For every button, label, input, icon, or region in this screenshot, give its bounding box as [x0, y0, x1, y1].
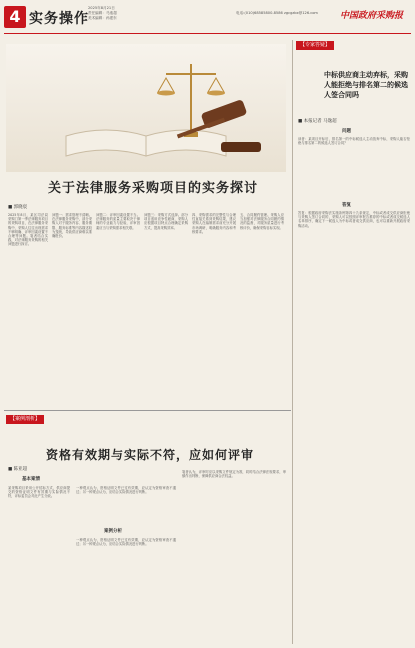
- main-col-2: 问题一：需求管理不清晰。在法律服务采购中，部分采购人对于服务内容、服务期限、服务标准等内容描述较为笼统，导致供应商难以准确报价。: [52, 213, 92, 239]
- main-col-6: 五、合同履约管理。采购人应当加强对法律服务合同履约情况的监督，对服务质量进行考核评价，确保采购目标实现。: [240, 213, 284, 230]
- right-answer: 答复：根据政府采购法实施条例第四十九条规定，中标或者成交供应商拒绝与采购人签订合同的，采购人可以按照评审报告推荐的中标或者成交候选人名单排序，确定下一候选人为中标或者成交供应商，也可以重新开展政府采购活动。: [298, 211, 410, 228]
- lower-col-3: 笔者认为，评审时应以采购文件规定为准，同时结合法律法规要求，审慎作出判断，保障供应商合法权益。: [182, 470, 286, 479]
- main-article-author: ■ 郭晓宸: [8, 205, 28, 210]
- page-number: 4: [4, 6, 26, 28]
- lower-article-title: 资格有效期与实际不符，应如何评审: [45, 448, 254, 462]
- gavel-scale-icon: [6, 44, 286, 172]
- law-illustration: [6, 44, 286, 172]
- tag-case-analysis: 【案例剖析】: [6, 415, 44, 424]
- main-col-5: 四、采购需求的完整性与合理性直接关系到采购结果，建议采购人在编制需求前充分开展市场调研，明确服务内容和考核要求。: [192, 213, 236, 234]
- header-contact: 电话:(010)68585800-8586 zgcgzbx@126.com: [236, 11, 318, 15]
- main-article-title: 关于法律服务采购项目的实务探讨: [47, 181, 258, 196]
- right-article-title: 中标供应商主动弃标，采购人能拒绝与排名第二的候选人签合同吗: [324, 70, 408, 99]
- header-rule: [4, 33, 411, 34]
- lower-section-basic: 基本案情: [22, 477, 40, 482]
- column-divider: [292, 40, 293, 644]
- lower-section-analysis: 案例分析: [104, 529, 122, 534]
- tag-expert-answer: 【专家答疑】: [296, 41, 334, 50]
- header-date: 2025年8月21日: [88, 6, 115, 10]
- main-col-4: 问题三：采购方式选择。部分项目适用竞争性磋商，采购人应根据项目特点合理确定采购方式，提高采购效率。: [144, 213, 188, 230]
- main-col-3: 问题二：评审因素设置不当。法律服务的质量主要取决于律师的专业能力与经验，评审因素应当与采购需求相关联。: [96, 213, 140, 230]
- right-qa-label: 问题: [342, 129, 351, 134]
- lower-article-author: ■ 陈亚超: [8, 467, 28, 472]
- section-title: 实务操作: [29, 11, 89, 27]
- lower-col-2a: 一种观点认为，资格证明文件已过有效期，应认定为资格审查不通过；另一种观点认为，应结合实际情况进行判断。: [76, 486, 176, 495]
- right-question: 读者：某项目开标后，排名第一的中标候选人主动放弃中标，采购人能否拒绝与排名第二的候选人签订合同？: [298, 137, 410, 146]
- header-editor: 责任编辑：马逸超: [88, 11, 117, 15]
- section-divider: [4, 410, 291, 411]
- newspaper-logo: 中国政府采购报: [340, 11, 404, 21]
- lower-col-1: 某采购项目采用公开招标方式，供应商提交的资格证明文件有效期与实际情况不符，评标委员会对此产生分歧。: [8, 486, 70, 499]
- main-col-1: 2025年8月，某区司法局采购门第一季法律服务项目的采购项目，在法律服务采购中，采购人往往出现需求不够明确、评审因素设置不合理等问题。笔者结合实践，对法律服务采购的相关问题进行探讨。: [8, 213, 48, 247]
- lower-col-2: 一种观点认为，资格证明文件已过有效期，应认定为资格审查不通过；另一种观点认为，应结合实际情况进行判断。: [76, 538, 176, 547]
- page-header: [0, 0, 415, 34]
- header-meta: [88, 6, 158, 21]
- header-designer: 美术编辑：孙建东: [88, 16, 117, 20]
- right-answer-label: 答复: [342, 203, 351, 208]
- right-article-author: ■ 本报记者 马逸超: [298, 119, 337, 124]
